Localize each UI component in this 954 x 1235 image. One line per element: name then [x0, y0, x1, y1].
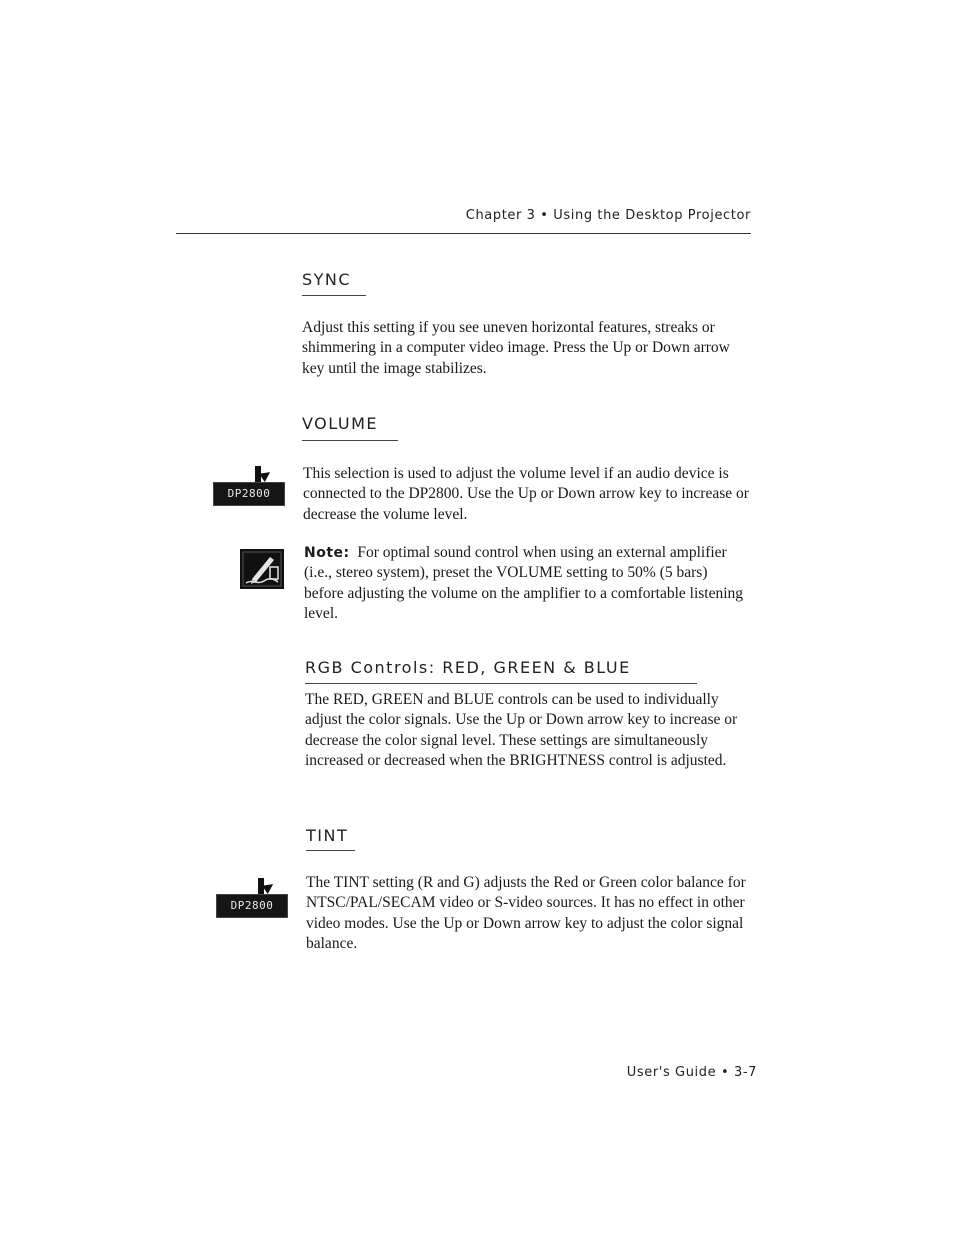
flag-tip-icon: [259, 468, 273, 482]
note-label: Note:: [304, 545, 350, 561]
dp2800-label: DP2800: [213, 482, 285, 506]
heading-sync: SYNC: [302, 270, 352, 289]
dp2800-badge-tint: [216, 878, 288, 918]
paragraph-rgb: The RED, GREEN and BLUE controls can be used to individually adjust the color signals. Use the Up or Down arrow key to increase or decrease the color signal level. These settings are simultaneously increased or decreased when the BRIGHTNESS control is adjusted.: [305, 691, 738, 770]
running-header: Chapter 3 • Using the Desktop Projector: [465, 208, 751, 223]
paragraph-tint: The TINT setting (R and G) adjusts the Red or Green color balance for NTSC/PAL/SECAM video or S-video sources. It has no effect in other video modes. Use the Up or Down arrow key to adjust the color signal balance.: [306, 874, 746, 953]
heading-tint-rule: [306, 850, 355, 851]
note-paragraph: [304, 543, 744, 625]
header-rule: [176, 233, 751, 234]
heading-rgb-rule: [305, 683, 697, 684]
paragraph-volume: This selection is used to adjust the volume level if an audio device is connected to the DP2800. Use the Up or Down arrow key to increase or decrease the volume level.: [303, 465, 749, 523]
dp2800-label: DP2800: [216, 894, 288, 918]
paragraph-sync: Adjust this setting if you see uneven horizontal features, streaks or shimmering in a computer video image. Press the Up or Down arrow key until the image stabilizes.: [302, 319, 730, 377]
flag-tip-icon: [262, 880, 276, 894]
dp2800-badge-volume: [213, 466, 285, 506]
heading-volume: VOLUME: [302, 414, 378, 433]
heading-sync-rule: [302, 295, 366, 296]
heading-volume-rule: [302, 440, 398, 441]
pen-writing-icon: [240, 549, 284, 589]
heading-rgb-controls: RGB Controls: RED, GREEN & BLUE: [305, 658, 631, 677]
heading-tint: TINT: [306, 826, 349, 845]
note-body: For optimal sound control when using an external amplifier (i.e., stereo system), preset the VOLUME setting to 50% (5 bars) before adjusting the volume on the amplifier to a comfortable listening level.: [304, 544, 744, 623]
running-footer: User's Guide • 3-7: [626, 1065, 757, 1080]
